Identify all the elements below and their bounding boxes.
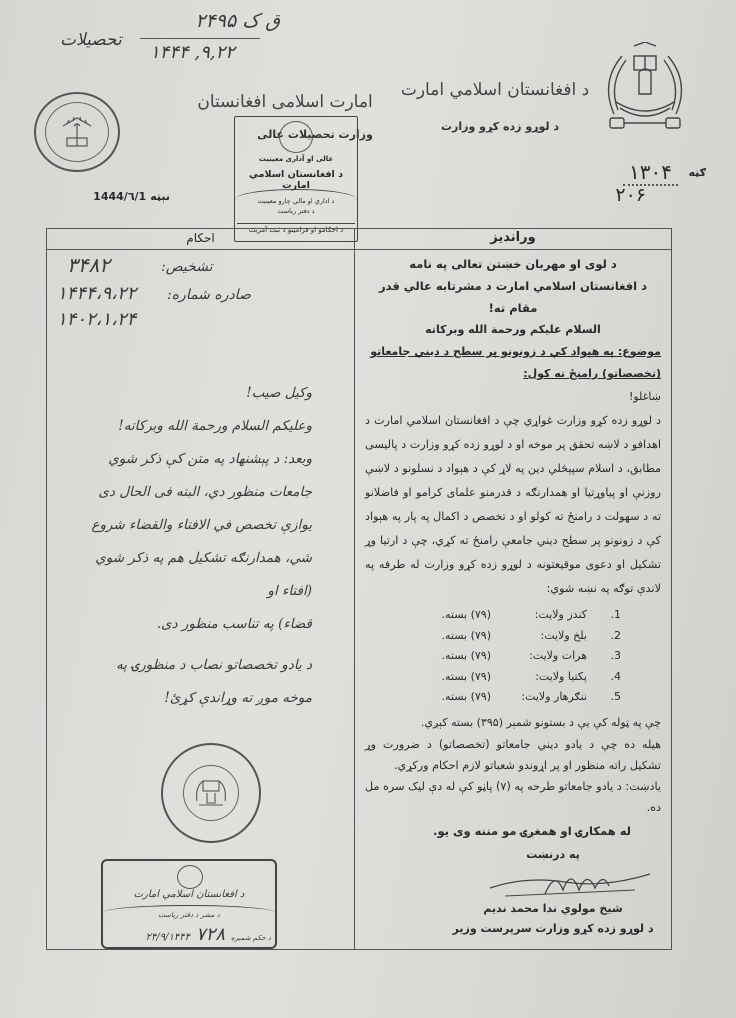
handwritten-underline [140, 38, 260, 39]
handwritten-registration [60, 10, 280, 70]
request-line: هیله ده چې د یادو ديني جامعاتو (تخصصاتو) د ضرورت وړ تشکیل راته منظور او پر اړوندو شعباتو لازم احکام ورکړي. [365, 737, 661, 772]
letter-paragraph: د لوړو زده کړو وزارت غواړي چې د افغانستان اسلامي امارت د اهدافو د لاښه تحقق پر موخه او د لوړو زده کړو وزارت د پالیسی مطابق، د اسلام سپېڅلي دين په لاړ کې د هېواد د نسلونو د لاښې روزنې او پیاوړتیا او همدارنګه د قدرمنو علمای کرامو او فاضلانو ته د سهولت د رامنځ ته کولو او د تخصص د اکمال په پار په هېواد کې د زونونو پر سطح ديني جامعې رامنځ ته کړي، چې د ارتیا وړ تشکیل او دعوی موقیعتونه د لوړو زده کړو وزارت له طرفه په لاندې توګه په نښه شوي: [365, 414, 661, 595]
closing-line: له همکارۍ او همغږۍ مو مننه وی یو. [433, 823, 631, 838]
reference-number-label: ګڼه [688, 166, 706, 179]
bottom-stamp-footer [107, 924, 271, 945]
list-item: 1. کندز ولایت: (۷۹) بسته. [441, 608, 621, 621]
torch-book-icon [59, 114, 95, 150]
signer-name: شیخ مولوي ندا محمد ندیم [483, 901, 623, 915]
respect-line: په درنښت [526, 847, 580, 861]
stamp-line-5: د احکامو او فرامینو د ثبت آمریت [237, 223, 355, 234]
decree-text [61, 377, 312, 715]
subject-label: موضوع: [617, 345, 661, 358]
reference-date-value: 1444/٦/1 [93, 190, 147, 203]
decree-registration-stamp [101, 859, 277, 949]
table-header [47, 229, 671, 250]
note-line: یادښت: د یادو جامعاتو طرحه په (۷) پاڼو کې له دې لیک سره مل ده. [365, 779, 662, 814]
letterhead-right-title: د افغانستان اسلامي امارت [400, 80, 590, 100]
ministry-seal-icon [34, 92, 120, 172]
salutation: ښاغلو! [628, 390, 661, 403]
stamp-line-4: د دفتر ریاست [277, 207, 315, 215]
decree-issue-date-solar: ۱۴۰۲،۱،۲۴ [57, 309, 137, 330]
decree-line: وبعد: د پېشنهاد په متن کې ذکر شوي [108, 451, 312, 467]
bismillah: د لوی او مهربان خښتن تعالی په نامه [409, 257, 617, 271]
letterhead-right-subtitle: د لوړو زده کړو وزارت [440, 120, 560, 133]
stamp-emblem-icon [279, 121, 313, 153]
reference-date-label: نېټه [150, 190, 170, 203]
decree-line: د یادو تخصصاتو نصاب د منظورۍ په [116, 657, 312, 673]
decree-line: وکیل صیب! [246, 385, 312, 401]
reference-number-sub: ۲۰۶ [615, 184, 646, 206]
decree-line: وعلیکم السلام ورحمة الله وبرکاته! [118, 418, 312, 434]
signer-title: د لوړو زده کړو وزارت سرپرست وزیر [452, 921, 654, 935]
greeting: السلام علیکم ورحمة الله وبرکاته [425, 323, 601, 336]
bottom-stamp-number: ۷۲۸ [196, 924, 226, 945]
decree-column [47, 249, 354, 949]
leader-office-round-seal-icon [161, 743, 261, 843]
decree-line: شي، همدارنګه تشکیل هم په ذکر شوي (افتاء او [95, 550, 312, 599]
reference-number-block [566, 160, 706, 206]
bottom-stamp-line-1: د افغانستان اسلامي امارت [133, 889, 245, 900]
decree-issue-date-hijri: ۱۴۴۴،۹،۲۲ [57, 283, 137, 304]
province-list [365, 605, 661, 708]
decree-reg-number: ۳۴۸۲ [67, 253, 110, 277]
signature-icon [485, 866, 655, 900]
bottom-stamp-line-3: د حکم شمیره [231, 934, 271, 942]
stamp-line-2: د افغانستان اسلامي امارت [249, 169, 343, 191]
header-proposal: وراندیز [490, 230, 536, 245]
stamp-line-3: د اداري او مالي چارو معینیت [257, 197, 335, 205]
emblem-icon [193, 777, 229, 809]
list-item: 3. هرات ولایت: (۷۹) بسته. [441, 649, 621, 662]
registration-code: ق ک ۲۴۹۵ [195, 10, 280, 32]
total-line: چې په ټوله کې یې د بستونو شمېر (۳۹۵) بسته کېږي. [420, 715, 661, 729]
reference-date-block [60, 190, 170, 203]
decree-registration [57, 253, 307, 333]
list-item: 5. ننګرهار ولایت: (۷۹) بسته. [441, 690, 621, 703]
decree-line: یوازې تخصص في الافتاء والقضاء شروع [91, 517, 312, 533]
decree-line: جامعات منظور دي، البته فی الحال دی [98, 484, 312, 500]
subject-line [365, 341, 661, 385]
registration-stamp [234, 116, 358, 242]
list-item: 2. بلخ ولایت: (۷۹) بسته. [441, 628, 621, 642]
proposal-column [355, 249, 671, 949]
document-table [46, 228, 672, 950]
decree-reg-label: تشخيص: [161, 259, 213, 275]
letterhead-left-subtitle: وزارت تحصیلات عالی [257, 128, 373, 141]
decree-line: موخه موږ ته وړاندې کړئ! [164, 690, 312, 706]
list-item: 4. پکتیا ولایت: (۷۹) بسته. [441, 669, 621, 683]
registration-date: ۱۴۴۴ ,۹,۲۲ [150, 42, 235, 63]
registration-dept: تحصيلات [60, 30, 122, 50]
decree-issue-label: صادره شماره: [167, 287, 251, 303]
subject-text: په هېواد کې د زونونو پر سطح د ديني جامعاتو (تخصصاتو) رامنځ ته کول: [370, 345, 661, 380]
bottom-stamp-line-2: د مشر د دفتر ریاست [158, 911, 220, 919]
bottom-stamp-date: ۲۴/۹/۱۴۴۴ [145, 932, 190, 943]
addressee: د افغانستان اسلامي امارت د مشرتابه عالي قدر مقام ته! [378, 279, 648, 315]
reference-number-value: ۱۳۰۴ [623, 160, 678, 186]
stamp-line-1: عالی او آداری معینیت [258, 155, 334, 163]
decree-line: قضاء) په تناسب منظور دی. [156, 616, 312, 632]
letterhead-left-title: امارت اسلامی افغانستان [197, 92, 373, 112]
stamp-emblem-icon [177, 865, 203, 889]
emirate-emblem-icon [596, 42, 694, 134]
header-decree: احکام [186, 231, 215, 245]
signature [425, 866, 661, 900]
